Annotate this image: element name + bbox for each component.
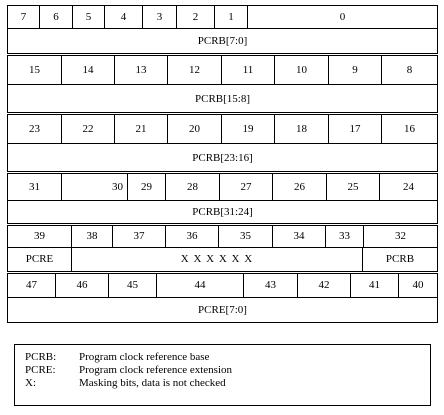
field-row-pcre-7-0 — [7, 297, 438, 323]
bit-cell: 21 — [115, 115, 168, 143]
field-row-pcrb-23-16 — [7, 143, 438, 172]
bit-cell: 19 — [222, 115, 275, 143]
bit-cell: 29 — [128, 174, 166, 200]
bit-cell: 1 — [215, 6, 248, 28]
bit-cell: 4 — [105, 6, 143, 28]
legend-term: PCRE: — [25, 364, 56, 376]
bit-row-7-0 — [7, 5, 438, 29]
bit-cell: 5 — [73, 6, 105, 28]
field-row-pcre-mask-pcrb — [7, 247, 438, 272]
bit-cell: 42 — [298, 274, 351, 297]
bit-cell: 34 — [273, 226, 326, 247]
legend-term: X: — [25, 377, 36, 389]
pcre-bit-label: PCRE — [8, 248, 72, 271]
legend-description: Program clock reference extension — [79, 364, 233, 376]
bit-cell: 47 — [8, 274, 56, 297]
bit-cell: 41 — [351, 274, 399, 297]
bit-cell: 24 — [403, 180, 414, 193]
bit-cell: 13 — [115, 56, 168, 84]
bit-cell: 12 — [168, 56, 222, 84]
bit-cell: 35 — [219, 226, 273, 247]
bit-cell: 16 — [404, 122, 415, 135]
bit-cell: 9 — [329, 56, 382, 84]
masking-bits: X X X X X X — [72, 248, 363, 271]
bit-cell: 0 — [339, 10, 346, 23]
bit-cell: 45 — [109, 274, 157, 297]
field-label: PCRB[23:16] — [192, 151, 253, 164]
legend-item — [25, 351, 420, 364]
pcrb-bit-label: PCRB — [385, 253, 415, 265]
bit-cell: 44 — [157, 274, 244, 297]
bit-cell: 33 — [326, 226, 364, 247]
field-row-pcrb-31-24 — [7, 200, 438, 224]
bit-cell: 28 — [166, 174, 220, 200]
bit-cell: 20 — [168, 115, 222, 143]
bit-row-47-40 — [7, 273, 438, 298]
field-label: PCRB[31:24] — [192, 206, 253, 218]
field-label: PCRB[7:0] — [197, 35, 248, 47]
bit-row-39-32 — [7, 225, 438, 248]
bit-cell: 25 — [327, 174, 380, 200]
bit-cell: 30 — [62, 174, 128, 200]
legend-item — [25, 364, 420, 377]
bit-cell: 8 — [406, 63, 413, 76]
field-row-pcrb-15-8 — [7, 84, 438, 113]
bit-cell: 37 — [113, 226, 166, 247]
bit-row-31-24 — [7, 173, 438, 201]
legend-item — [25, 377, 420, 390]
bit-cell: 15 — [8, 56, 62, 84]
bit-cell: 46 — [56, 274, 109, 297]
bit-cell: 2 — [177, 6, 215, 28]
bit-row-15-8 — [7, 55, 438, 85]
bit-row-23-16 — [7, 114, 438, 144]
legend-description: Masking bits, data is not checked — [79, 377, 226, 389]
field-label: PCRB[15:8] — [194, 92, 250, 105]
bit-cell: 14 — [62, 56, 115, 84]
legend-box — [14, 344, 431, 406]
bit-cell: 11 — [222, 56, 275, 84]
bit-cell: 7 — [8, 6, 40, 28]
bit-cell: 3 — [143, 6, 177, 28]
bit-cell: 6 — [40, 6, 73, 28]
bit-cell: 40 — [412, 279, 424, 291]
bit-cell: 10 — [275, 56, 329, 84]
bit-cell: 27 — [220, 174, 273, 200]
bit-cell: 36 — [166, 226, 219, 247]
bit-cell: 23 — [8, 115, 62, 143]
legend-description: Program clock reference base — [79, 351, 210, 363]
bit-cell: 18 — [275, 115, 329, 143]
bit-cell: 26 — [273, 174, 327, 200]
legend-term: PCRB: — [25, 351, 57, 363]
field-label: PCRE[7:0] — [198, 304, 247, 316]
field-row-pcrb-7-0 — [7, 28, 438, 54]
bit-cell: 22 — [62, 115, 115, 143]
bit-cell: 17 — [329, 115, 382, 143]
bit-cell: 31 — [8, 174, 62, 200]
bit-cell: 39 — [8, 226, 72, 247]
bit-cell: 32 — [395, 230, 406, 242]
bit-cell: 43 — [244, 274, 298, 297]
bit-cell: 38 — [72, 226, 113, 247]
